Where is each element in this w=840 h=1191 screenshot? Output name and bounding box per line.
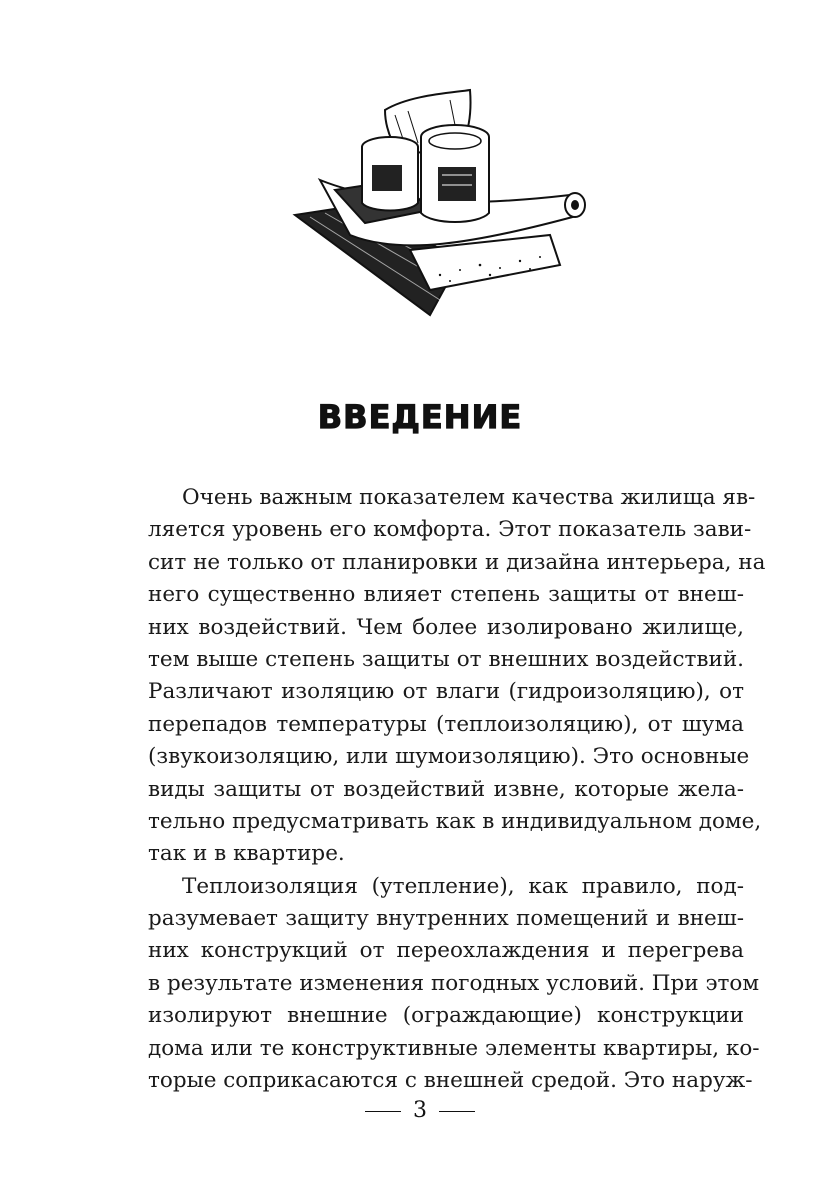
folio-dash-left: [365, 1111, 401, 1112]
text-line: ляется уровень его комфорта. Этот показатель зави-: [148, 517, 752, 543]
text-line: дома или те конструктивные элементы квартиры, ко-: [148, 1035, 760, 1061]
text-line: тем выше степень защиты от внешних воздействий.: [148, 646, 744, 672]
text-line: виды защиты от воздействий извне, которые жела-: [148, 776, 744, 802]
text-line: перепадов температуры (теплоизоляцию), от шума: [148, 711, 744, 737]
text-line: Теплоизоляция (утепление), как правило, под-: [182, 873, 744, 899]
text-line: изолируют внешние (ограждающие) конструкции: [148, 1003, 744, 1029]
text-line: разумевает защиту внутренних помещений и внеш-: [148, 906, 744, 932]
text-line: Различают изоляцию от влаги (гидроизоляцию), от: [148, 679, 744, 705]
text-line: тельно предусматривать как в индивидуальном доме,: [148, 808, 762, 834]
body-text: [148, 482, 766, 1097]
text-line: (звукоизоляцию, или шумоизоляцию). Это основные: [148, 744, 750, 770]
text-line: так и в квартире.: [148, 841, 345, 867]
paragraph-2: [148, 871, 760, 1098]
building-materials-illustration: [290, 85, 600, 325]
text-line: сит не только от планировки и дизайна интерьера, на: [148, 549, 766, 575]
text-line: торые соприкасаются с внешней средой. Это наруж-: [148, 1068, 753, 1094]
chapter-title: ВВЕДЕНИЕ: [317, 398, 523, 436]
text-line: него существенно влияет степень защиты от внеш-: [148, 582, 744, 608]
paragraph-1: [148, 482, 766, 871]
text-line: в результате изменения погодных условий. При этом: [148, 970, 760, 996]
page-number-footer: [0, 1098, 840, 1123]
text-line: них конструкций от переохлаждения и перегрева: [148, 938, 744, 964]
folio-dash-right: [439, 1111, 475, 1112]
text-line: Очень важным показателем качества жилища яв-: [182, 485, 756, 510]
text-line: них воздействий. Чем более изолировано жилище,: [148, 614, 744, 640]
page-number: 3: [413, 1098, 427, 1123]
